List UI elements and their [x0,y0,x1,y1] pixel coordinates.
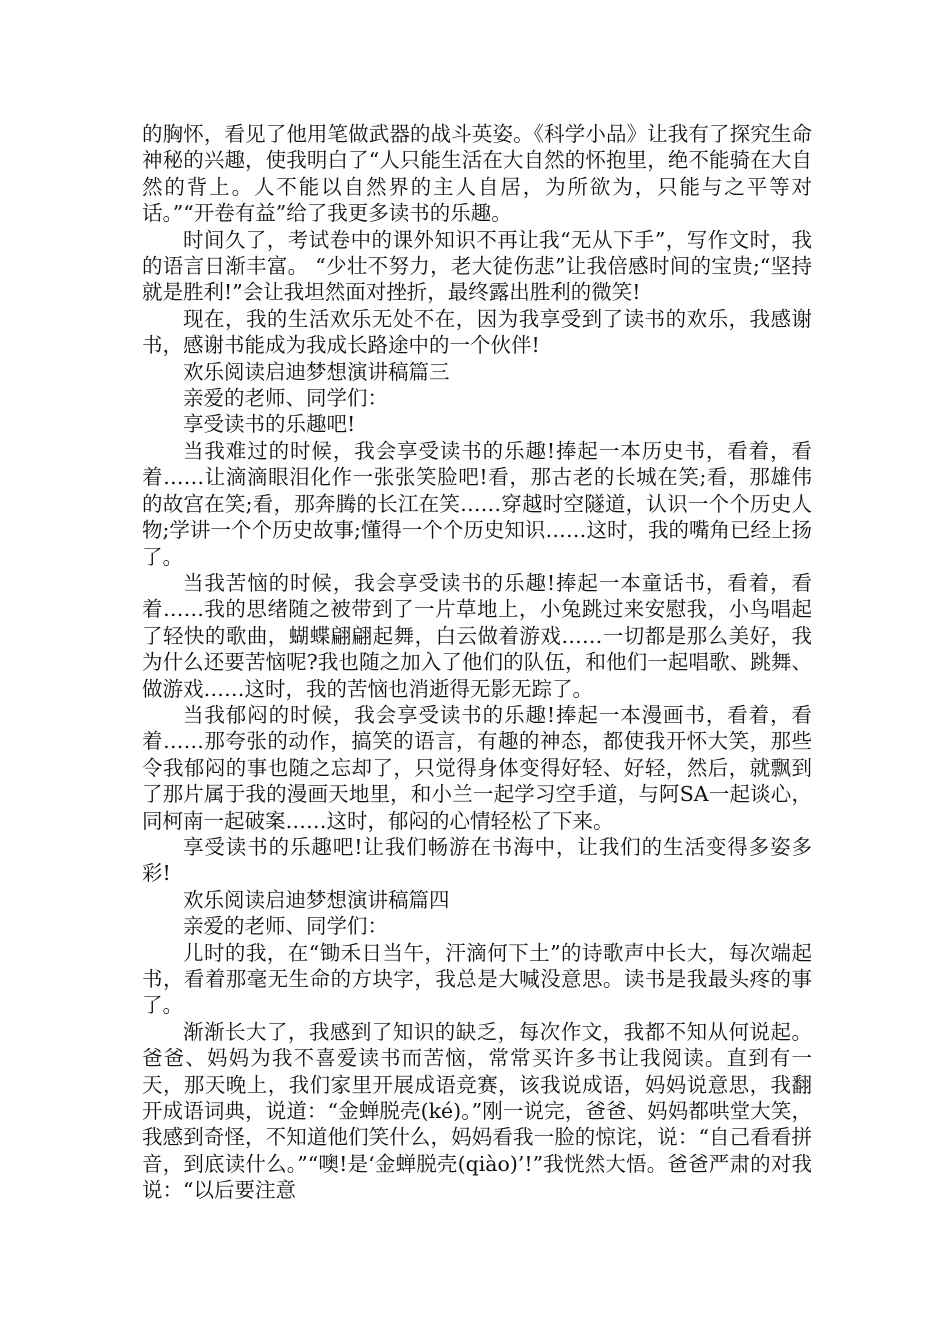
paragraph: 当我苦恼的时候，我会享受读书的乐趣!捧起一本童话书，看着，看着……我的思绪随之被带到了一片草地上，小兔跳过来安慰我，小鸟唱起了轻快的歌曲，蝴蝶翩翩起舞，白云做着游戏……一切都是那么美好，我为什么还要苦恼呢?我也随之加入了他们的队伍，和他们一起唱歌、跳舞、做游戏……这时，我的苦恼也消逝得无影无踪了。 [142,570,812,701]
section-heading: 欢乐阅读启迪梦想演讲稿篇三 [183,359,450,384]
paragraph: 时间久了，考试卷中的课外知识不再让我“无从下手”，写作文时，我的语言日渐丰富。 “少壮不努力，老大徒伤悲”让我倍感时间的宝贵;“坚持就是胜利!”会让我坦然面对挫折，最终露出胜利的微笑! [142,227,812,305]
document-body [142,121,812,1204]
paragraph: 现在，我的生活欢乐无处不在，因为我享受到了读书的欢乐，我感谢书，感谢书能成为我成长路途中的一个伙伴! [142,306,812,358]
paragraph: 当我难过的时候，我会享受读书的乐趣!捧起一本历史书，看着，看着……让滴滴眼泪化作一张张笑脸吧!看，那古老的长城在笑;看，那雄伟的故宫在笑;看，那奔腾的长江在笑……穿越时空隧道，认识一个个历史人物;学讲一个个历史故事;懂得一个个历史知识……这时，我的嘴角已经上扬了。 [142,438,812,569]
paragraph: 享受读书的乐趣吧! [183,412,356,437]
paragraph: 的胸怀，看见了他用笔做武器的战斗英姿。《科学小品》让我有了探究生命神秘的兴趣，使我明白了“人只能生活在大自然的怀抱里，绝不能骑在大自然的背上。人不能以自然界的主人自居，为所欲为，只能与之平等对话。”“开卷有益”给了我更多读书的乐趣。 [142,122,812,226]
paragraph: 儿时的我，在“锄禾日当午，汗滴何下土”的诗歌声中长大，每次端起书，看着那毫无生命的方块字，我总是大喊没意思。读书是我最头疼的事了。 [142,940,812,1018]
paragraph: 享受读书的乐趣吧!让我们畅游在书海中，让我们的生活变得多姿多彩! [142,834,812,886]
salutation: 亲爱的老师、同学们： [183,386,388,411]
section-heading: 欢乐阅读启迪梦想演讲稿篇四 [183,887,450,912]
paragraph: 渐渐长大了，我感到了知识的缺乏，每次作文，我都不知从何说起。爸爸、妈妈为我不喜爱读书而苦恼，常常买许多书让我阅读。直到有一天，那天晚上，我们家里开展成语竞赛，该我说成语，妈妈说意思，我翻开成语词典，说道：“金蝉脱壳(ké)。”刚一说完，爸爸、妈妈都哄堂大笑，我感到奇怪，不知道他们笑什么，妈妈看我一脸的惊诧，说：“自己看看拼音，到底读什么。”“噢!是‘金蝉脱壳(qiào)’!”我恍然大悟。爸爸严肃的对我说：“以后要注意 [142,1019,812,1203]
paragraph: 当我郁闷的时候，我会享受读书的乐趣!捧起一本漫画书，看着，看着……那夸张的动作，搞笑的语言，有趣的神态，都使我开怀大笑，那些令我郁闷的事也随之忘却了，只觉得身体变得好轻、好轻，然后，就飘到了那片属于我的漫画天地里，和小兰一起学习空手道，与阿SA一起谈心，同柯南一起破案……这时，郁闷的心情轻松了下来。 [142,702,812,833]
salutation: 亲爱的老师、同学们： [183,914,388,939]
